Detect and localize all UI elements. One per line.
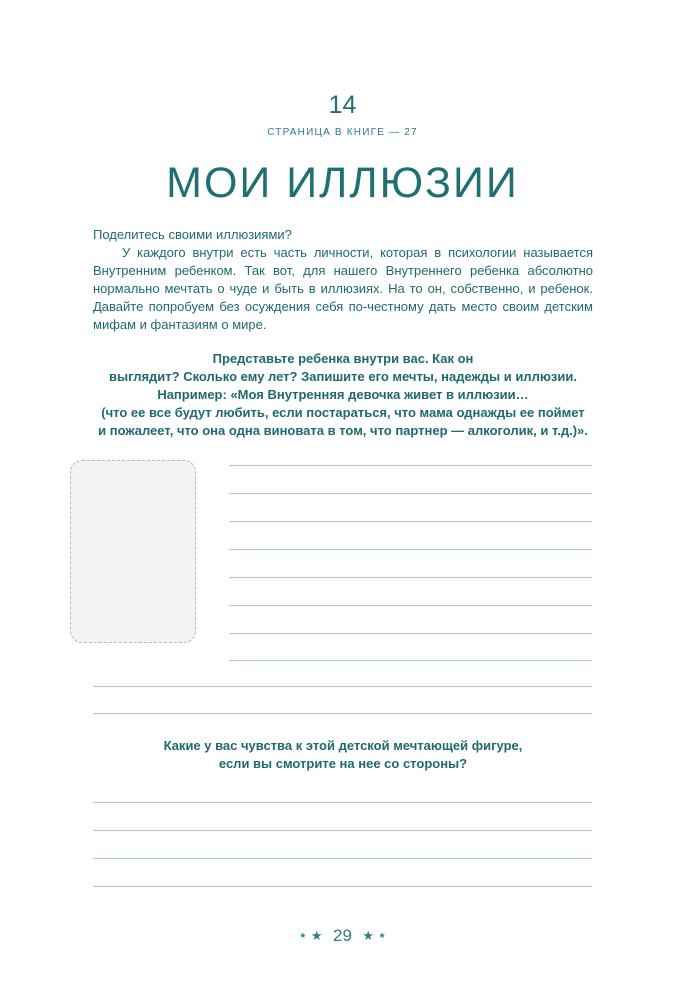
intro-question: Поделитесь своими иллюзиями? [93,227,292,242]
writing-line[interactable] [93,713,592,714]
writing-line[interactable] [93,886,592,887]
prompt-line: (что ее все будут любить, если постараться, что мама однажды ее поймет [101,405,585,420]
page-number: 29 [333,926,352,945]
writing-line[interactable] [93,686,592,687]
writing-line[interactable] [93,858,592,859]
writing-line[interactable] [229,493,592,494]
writing-line[interactable] [229,521,592,522]
prompt-inner-child [93,350,593,440]
writing-line[interactable] [229,465,592,466]
writing-line[interactable] [229,577,592,578]
prompt-feelings [93,737,593,773]
prompt-line: и пожалеет, что она одна виновата в том, что партнер — алкоголик, и т.д.)». [98,423,588,438]
writing-line[interactable] [229,549,592,550]
page-title: МОИ ИЛЛЮЗИИ [166,159,519,207]
chapter-number: 14 [328,91,357,119]
prompt-line: Представьте ребенка внутри вас. Как он [212,351,474,366]
writing-line[interactable] [229,633,592,634]
page-footer [0,926,685,946]
intro-block [93,226,593,334]
star-icon: ★ [362,928,375,943]
writing-line[interactable] [93,830,592,831]
star-small-icon: ★ [299,931,307,940]
photo-placeholder-frame[interactable] [70,460,196,643]
writing-line[interactable] [229,660,592,661]
book-page-reference: СТРАНИЦА В КНИГЕ — 27 [267,127,418,138]
star-small-icon: ★ [378,931,386,940]
writing-line[interactable] [229,605,592,606]
intro-paragraph: У каждого внутри есть часть личности, которая в психологии называется Внутренним ребенком. Так вот, для нашего Внутреннего ребенка абсолютно нормально мечтать о чуде и быть в иллюзиях. На то он, собственно, и ребенок. Давайте попробуем без осуждения себя по-честному дать место своим детским мифам и фантазиям о мире. [93,245,593,332]
writing-line[interactable] [93,802,592,803]
prompt-line: Например: «Моя Внутренняя девочка живет в иллюзии… [157,387,529,402]
prompt-line: Какие у вас чувства к этой детской мечтающей фигуре, [163,738,523,753]
prompt-line: выглядит? Сколько ему лет? Запишите его мечты, надежды и иллюзии. [109,369,577,384]
star-icon: ★ [310,928,323,943]
prompt-line: если вы смотрите на нее со стороны? [218,756,468,771]
